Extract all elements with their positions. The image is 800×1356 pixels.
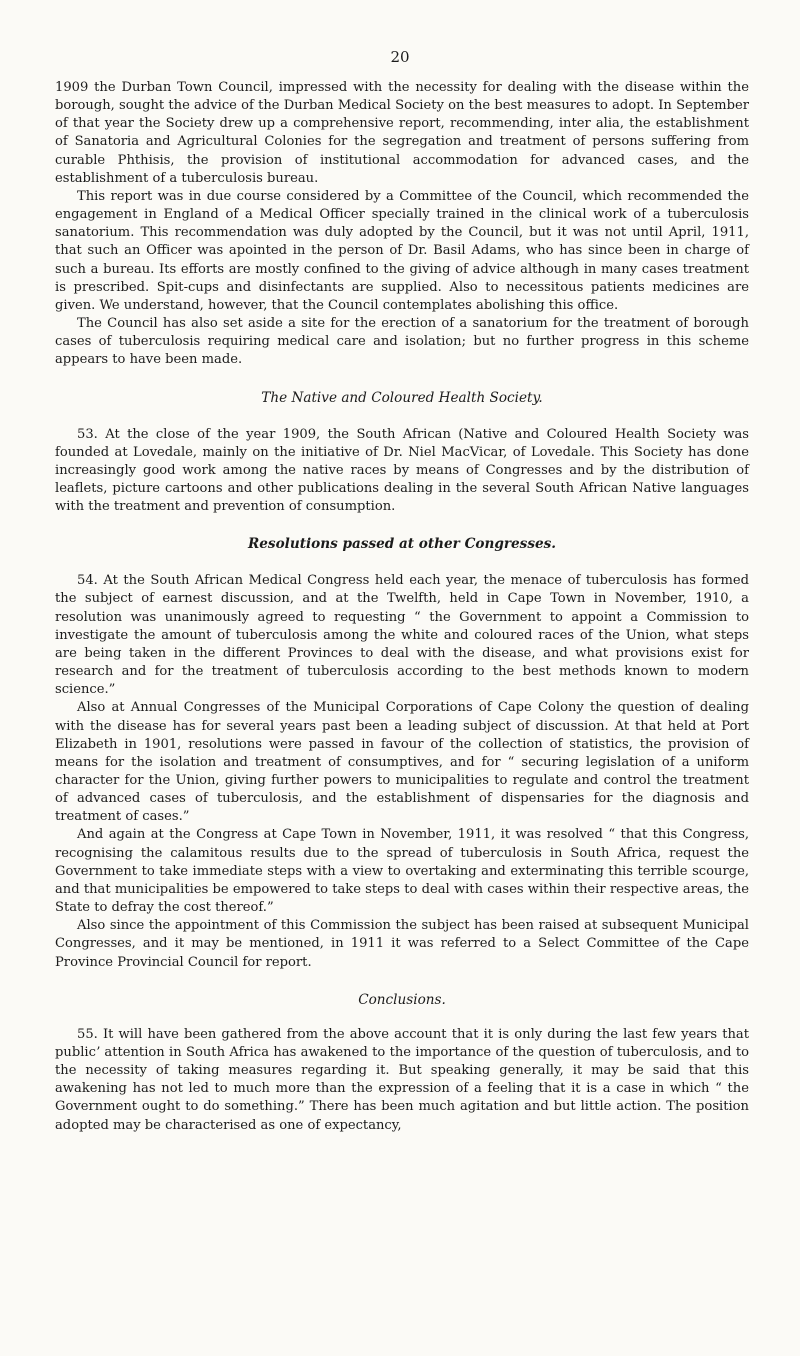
paragraph: Also at Annual Congresses of the Municipal Corporations of Cape Colony the question of dealing with the disease has for several years past been a leading subject of discussion. At that held at Port Elizabeth in 1901, resolutions were passed in favour of the collection of statistics, the provision of means for the isolation and treatment of consumptives, and for “ securing legislation of a uniform character for the Union, giving further powers to municipalities to regulate and control the treatment of advanced cases of tuberculosis, and the establishment of dispensaries for the diagnosis and treatment of cases.” — [55, 700, 749, 825]
paragraph: 53. At the close of the year 1909, the South African (Native and Coloured Health Society was founded at Lovedale, mainly on the initiative of Dr. Niel MacVicar, of Lovedale. This Society has done increasingly good work among the native races by means of Congresses and by the distribution of leaflets, picture cartoons and other publications dealing in the several South African Native languages with the treatment and prevention of consumption. — [55, 426, 749, 515]
paragraph: This report was in due course considered by a Committee of the Council, which recommended the engagement in England of a Medical Officer specially trained in the clinical work of a tuberculosis sanatorium. This recommendation was duly adopted by the Council, but it was not until April, 1911, that such an Officer was apointed in the person of Dr. Basil Adams, who has since been in charge of such a bureau. Its efforts are mostly confined to the giving of advice although in many cases treatment is prescribed. Spit-cups and disinfectants are supplied. Also to necessitous patients medicines are given. We understand, however, that the Council contemplates abolishing this office. — [55, 188, 749, 313]
page-number: 20 — [390, 48, 410, 66]
paragraph: 55. It will have been gathered from the above account that it is only during the last few years that publicʼ attention in South Africa has awakened to the importance of the question of tuberculosis, and to the necessity of taking measures regarding it. But speaking generally, it may be said that this awakening has not led to much more than the expression of a feeling that it is a case in which “ the Government ought to do something.” There has been much agitation and but little action. The position adopted may be characterised as one of expectancy, — [55, 1026, 749, 1133]
paragraph: 54. At the South African Medical Congress held each year, the menace of tuberculosis has formed the subject of earnest discussion, and at the Twelfth, held in Cape Town in November, 1910, a resolution was unanimously agreed to requesting “ the Government to appoint a Commission to investigate the amount of tuberculosis among the white and coloured races of the Union, what steps are being taken in the different Provinces to deal with the disease, and what provisions exist for research and for the treatment of tuberculosis according to the best methods known to modern science.” — [55, 573, 749, 698]
section-heading-conclusions: Conclusions. — [358, 991, 446, 1008]
body-text — [55, 79, 749, 1135]
paragraph: The Council has also set aside a site for the erection of a sanatorium for the treatment of borough cases of tuberculosis requiring medical care and isolation; but no further progress in this scheme appears to have been made. — [55, 316, 749, 368]
paragraph: 1909 the Durban Town Council, impressed with the necessity for dealing with the disease within the borough, sought the advice of the Durban Medical Society on the best measures to adopt. In September of that year the Society drew up a comprehensive report, recommending, inter alia, the establishment of Sanatoria and Agricultural Colonies for the segregation and treatment of persons suffering from curable Phthisis, the provision of institutional accommodation for advanced cases, and the establishment of a tuberculosis bureau. — [55, 80, 749, 186]
section-heading-resolutions: Resolutions passed at other Congresses. — [247, 536, 557, 553]
paragraph: And again at the Congress at Cape Town in November, 1911, it was resolved “ that this Congress, recognising the calamitous results due to the spread of tuberculosis in South Africa, request the Government to take immediate steps with a view to overtaking and exterminating this terrible scourge, and that municipalities be empowered to take steps to deal with cases within their respective areas, the State to defray the cost thereof.” — [55, 827, 749, 916]
section-heading-native-health-society: The Native and Coloured Health Society. — [261, 389, 543, 406]
paragraph: Also since the appointment of this Commission the subject has been raised at subsequent Municipal Congresses, and it may be mentioned, in 1911 it was referred to a Select Committee of the Cape Province Provincial Council for report. — [55, 918, 749, 970]
